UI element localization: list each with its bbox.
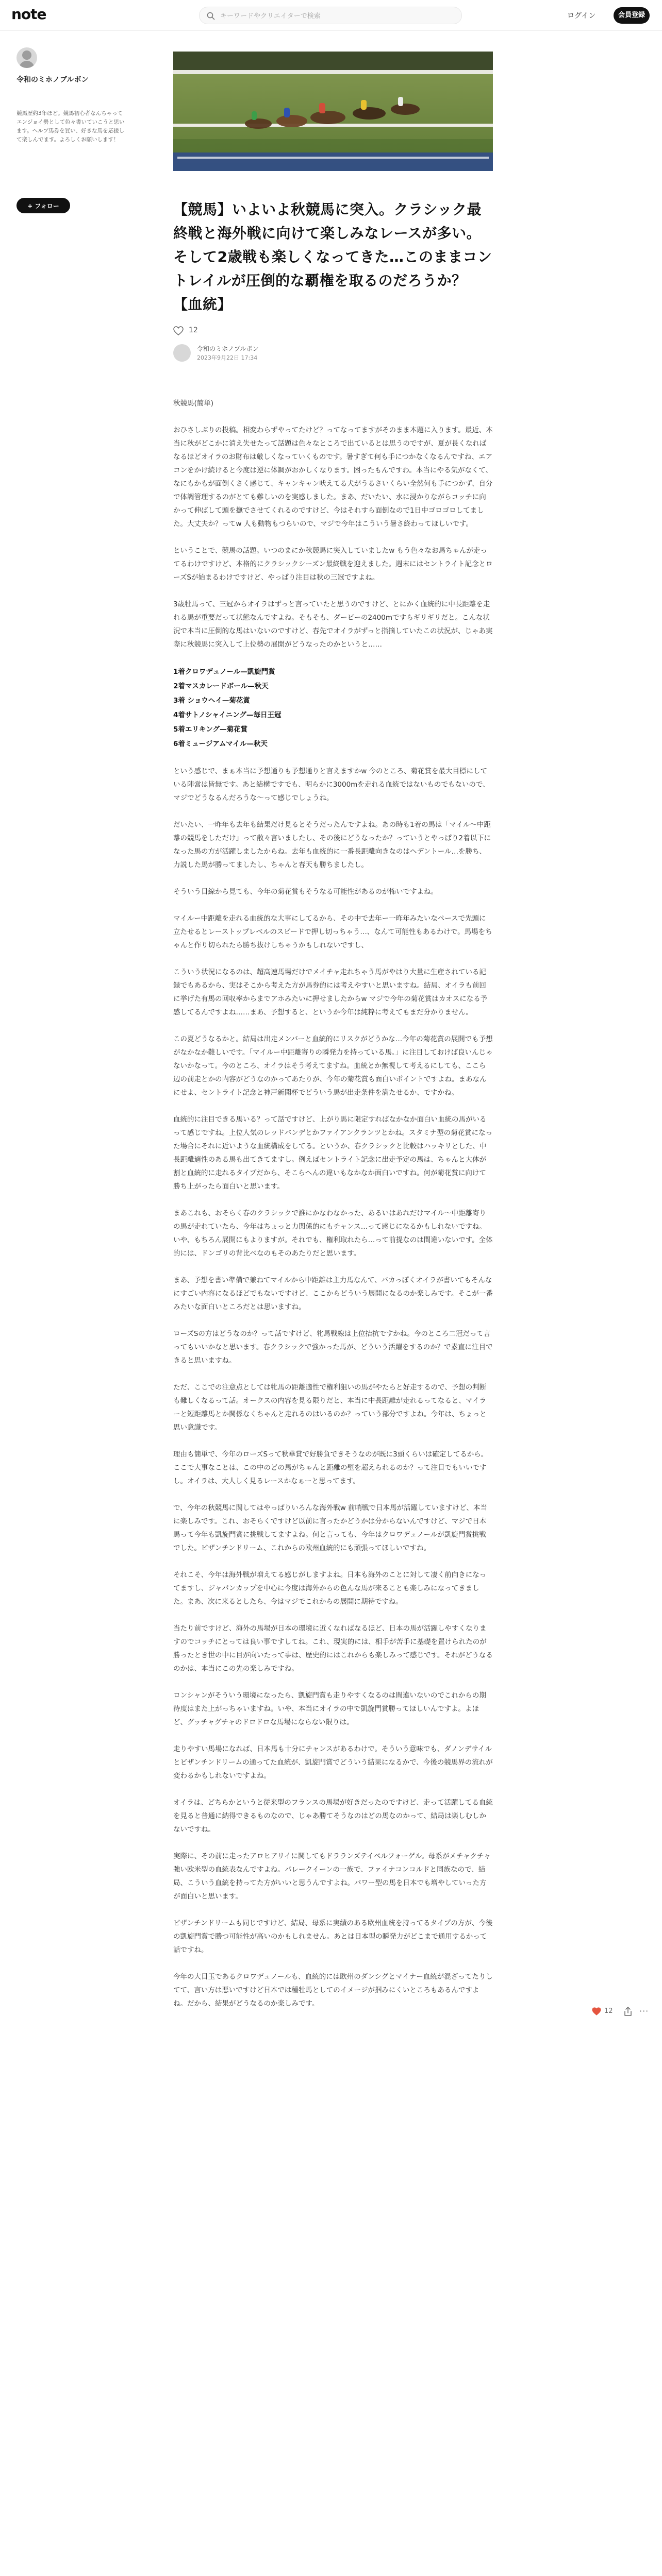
article-paragraph: 3歳牡馬って、三冠からオイラはずっと言っていたと思うのですけど、とにかく血統的に中長距離を走れる馬が重要だって状態なんですよね。そもそも、ダービーの2400mですらギリギリだと。こんな状況で本当に圧倒的な馬はいないのですけど、春先でオイラがずっと指摘していたこの状況が、じゃあ実際に秋競馬に突入して上位勢の展開がどうなったのかというと……: [173, 600, 493, 649]
article-paragraph: マイルー中距離を走れる血統的な大事にしてるから、その中で去年ー一昨年みたいなペースで先頭に立たせるとレーストップレベルのスピードで押し切っちゃう…、なんて可能性もあるわけで。馬場をちゃんと作り切られたら勝ち抜けしちゃうかもしれないですし、: [173, 914, 492, 950]
floating-actions: [592, 2004, 649, 2020]
search-input[interactable]: [220, 10, 452, 22]
ranking-list: [173, 665, 493, 751]
ranking-list-item: 5着エリキング—菊花賞: [173, 725, 247, 734]
ranking-list-item: 2着マスカレードボール—秋天: [173, 682, 269, 690]
article-paragraph: 実際に、その前に走ったアロヒアリイに関してもドラランズテイベルフォーゲル。母系がメチャクチャ強い欧米型の血統表なんですよね。パレークイーンの一族で、ファイナコンコルドと同族なので、結局、こういう血統を持ってた方がいいと思うんですよね。パワー型の馬を日本でも増やしていった方が面白いと思います。: [173, 1852, 491, 1901]
article-paragraph: で、今年の秋競馬に関してはやっぱりいろんな海外戦w 前哨戦で日本馬が活躍していますけど、本当に楽しみです。これ、おそらくですけど以前に言ったかどうかは分からないんですけど、マジで日本馬って今年も凱旋門賞に挑戦してますよね。何と言っても、今年はクロワデュノールが凱旋門賞挑戦でした。ビザンチンドリーム、これからの欧州血統的にも頑張ってほしいですね。: [173, 1504, 488, 1552]
article-paragraph: この夏どうなるかと。結局は出走メンバーと血統的にリスクがどうかな…今年の菊花賞の展開でも予想がなかなか難しいです。「マイルー中距離寄りの瞬発力を持っている馬。」に注目しておけば良いんじゃないかなって。今のところ、オイラはそう考えてますね。血統とか無視して考えるにしても、ここら辺の前走とかの内容がどうなのかってあたりが、今年の菊花賞も面白いポイントですよね。まあなんにせよ、セントライト記念と神戸新聞杯でどういう馬が出走条件を満たせるか、ですかね。: [173, 1035, 493, 1097]
search-box[interactable]: [199, 7, 462, 24]
note-logo[interactable]: note: [11, 6, 46, 23]
ranking-list-item: 6着ミュージアムマイル—秋天: [173, 740, 268, 748]
article-paragraph: という感じで、まぁ本当に予想通りも予想通りと言えますかw 今のところ、菊花賞を最大目標にしている陣営は皆無です。あと結構ですでも、明らかに3000mを走れる血統ではないものでもないので、マジでどうなるんだろうな〜って感じでしょうね。: [173, 767, 490, 802]
floating-like-count: 12: [604, 2007, 613, 2015]
author-name[interactable]: 令和のミホノブルボン: [16, 76, 89, 84]
share-icon[interactable]: [623, 2006, 633, 2016]
article-paragraph: 秋競馬(簡単): [173, 399, 214, 408]
article-paragraph: まあ、予想を書い準備で兼ねてマイルから中距離は主力馬なんて、バカっぽくオイラが書いてもそんなにすごい内容になるほどでもないですけど、ここからどういう展開になるのか楽しみです。そこが一番みたいな面白いところだとは思いますね。: [173, 1276, 493, 1311]
byline-avatar[interactable]: [173, 344, 191, 362]
follow-button[interactable]: [16, 198, 70, 213]
heart-icon[interactable]: [592, 2007, 601, 2015]
ranking-list-item: 4着サトノシャイニング—毎日王冠: [173, 711, 282, 719]
site-header: [0, 0, 662, 31]
author-bio: 競馬歴約3年ほど。競馬初心者なんちゃってエンジョイ勢として色々書いていこうと思います。ヘルプ馬券を買い、好きな馬を応援して楽しんでます。よろしくお願いします！: [16, 110, 125, 143]
more-icon[interactable]: ···: [639, 2006, 649, 2016]
publish-date: 2023年9月22日 17:34: [197, 354, 258, 361]
article-paragraph: こういう状況になるのは、超高速馬場だけでメイチャ走れちゃう馬がやはり大量に生産されている記録でもあるから、実はそこから考えた方が馬券的には考えやすいと思いますね。結局、オイラも前回に挙げた有馬の回収率からまでアホみたいに押せましたからw マジで今年の菊花賞はカオスになる予感してるんですよね……まあ、予想すると、というか今年は純粋に考えてもまだ分かりません。: [173, 968, 488, 1016]
article-paragraph: ロンシャンがそういう環境になったら、凱旋門賞も走りやすくなるのは間違いないのでこれからの期待度はまた上がっちゃいますね。いや、本当にオイラの中で凱旋門賞勝ってほしいんですよ。よほど、グッチャグチャのドロドロな馬場にならない限りは。: [173, 1691, 486, 1726]
article-body: [173, 397, 493, 2010]
article-actions: [173, 325, 493, 338]
article-byline: [173, 343, 493, 366]
article-paragraph: 血統的に注目できる馬いる？って話ですけど、上がり馬に限定すればなかなか面白い血統の馬がいるって感じですね。上位人気のレッドバンデとかファイアンクランツとかね。スタミナ型の菊花賞になった場合にそれに近いような血統構成をしてる。というか、春クラシックと比較はハッキリとした、中長距離適性のある馬も出てきてますし。例えばセントライト記念に出走予定の馬は、ちゃんと大体が割と血統的に走れるタイプだから、そこらへんの違いもなかなか面白いですね。何が菊花賞に向けて勝ち上がったら面白いと思います。: [173, 1115, 493, 1191]
like-count: 12: [189, 326, 198, 334]
article-paragraph: ということで、競馬の話題。いつのまにか秋競馬に突入していましたw もう色々なお馬ちゃんが走ってるわけですけど、本格的にクラシックシーズン最終戦を迎えました。週末にはセントライト記念とローズSが始まるわけですけど、やっぱり注目は秋の三冠ですよね。: [173, 547, 493, 582]
article-paragraph: 今年の大目玉であるクロワデュノールも、血統的には欧州のダンシグとマイナー血統が混ざってたりしてて、言い方は悪いですけど日本では種牡馬としてのイメージが掴みにくいところもあるんですよね。だから、結果がどうなるのか楽しみです。: [173, 1973, 493, 2008]
ranking-list-item: 1着クロワデュノール—凱旋門賞: [173, 668, 275, 676]
article-paragraph: 走りやすい馬場になれば、日本馬も十分にチャンスがあるわけで。そういう意味でも、ダノンデサイルとビザンチンドリームの通ってた血統が、凱旋門賞でどういう結果になるかで、今後の競馬界の流れが変わるかもしれないですよね。: [173, 1745, 493, 1780]
article-title: 【競馬】いよいよ秋競馬に突入。クラシック最終戦と海外戦に向けて楽しみなレースが多い。そして2歳戦も楽しくなってきた…このままコントレイルが圧倒的な覇権を取るのだろうか？【血統】: [173, 201, 492, 313]
article-paragraph: ただ、ここでの注意点としては牝馬の距離適性で権利狙いの馬がやたらと好走するので、予想の判断も難しくなるって話。オークスの内容を見る限りだと、本当に中長距離が走れるってなると、マイラーと短距離馬とか関係なくちゃんと走れるのはいるのか？っていう部分ですよね。今年は、ちょっと思い意識です。: [173, 1383, 487, 1432]
search-icon: [207, 12, 215, 20]
heart-icon[interactable]: [173, 326, 184, 335]
article-paragraph: そういう目線から見ても、今年の菊花賞もそうなる可能性があるのが怖いですよね。: [173, 888, 438, 896]
article-paragraph: それこそ、今年は海外戦が増えてる感じがしますよね。日本も海外のことに対して凄く前向きになってますし、ジャパンカップを中心に今度は海外からの色んな馬が来ることも楽しみになってきました。まあ、次に来るとしたら、今はマジでこれからの展開に期待ですね。: [173, 1571, 487, 1606]
author-avatar[interactable]: [16, 47, 37, 68]
article: [173, 52, 493, 2024]
article-paragraph: おひさしぶりの投稿。相変わらずやってたけど？ってなってますがそのまま本題に入ります。最近、本当に秋がどこかに消え失せたって話題は色々なところで出ているとは思うのですが、夏が長くなればなるほどオイラのお財布は厳しくなっていくものです。暑すぎて何も手につかなくなるんですね、エアコンをかけ続けると今度は逆に体調がおかしくなります。困ったもんですわ。本当にやる気がなくて、なにもかもが面倒くさく感じて、キャンキャン吠えてる犬がうるさいくらい全然何も手につかず、自分で体調管理するのがとても難しいのを実感しました。まあ、だいたい、水に浸かりながらコッチに向かって伸ばして頭を撫でさせてくれるのですけど、今はそれすら面倒なので1日中ゴロゴロしてました。大丈夫か？ってw 人も動物もつらいので、マジで今年はこういう暑さ終わってほしいです。: [173, 426, 493, 528]
article-paragraph: 当たり前ですけど、海外の馬場が日本の環境に近くなればなるほど、日本の馬が活躍しやすくなりますのでコッチにとっては良い事ですしてね。これ、現実的には、相手が苦手に基礎を置けられたのが勝ったとき世の中に目が向いたって事は、歴史的にはこれからも楽しみって感じです。それがどうなるのかは、本当にこの先の楽しみですね。: [173, 1624, 493, 1673]
byline-author-name[interactable]: 令和のミホノブルボン: [197, 345, 259, 352]
ranking-list-item: 3着 ショウヘイ—菊花賞: [173, 697, 250, 705]
hero-image: [173, 52, 493, 171]
article-paragraph: オイラは、どちらかというと従来型のフランスの馬場が好きだったのですけど、走って活躍してる血統を見ると普通に納得できるものなので、じゃあ勝てそうなのはどの馬なのかって、結局は楽しむしかないですね。: [173, 1799, 493, 1834]
article-paragraph: ローズSの方はどうなのか？って話ですけど、牝馬戦線は上位拮抗ですかね。今のところ二冠だって言ってもいいかなと思います。春クラシックで強かった馬が、どういう活躍をするのか？で素直に注目できると思いますね。: [173, 1330, 493, 1365]
article-paragraph: 理由も簡単で、今年のローズSって秋華賞で好勝負できそうなのが既に3頭くらいは確定してるから。ここで大事なことは、この中のどの馬がちゃんと距離の壁を超えられるのか？って注目でもいいですし。オイラは、大人しく見るレースかなぁーと思ってます。: [173, 1450, 488, 1485]
article-paragraph: ビザンチンドリームも同じですけど、結局、母系に実績のある欧州血統を持ってるタイプの方が、今後の凱旋門賞で勝つ可能性が高いのかもしれません。あとは日本型の瞬発力がどこまで通用するかって話ですね。: [173, 1919, 493, 1954]
follow-label: フォロー: [35, 202, 59, 210]
signup-button[interactable]: 会員登録: [614, 7, 650, 24]
article-paragraph: まあこれも、おそらく春のクラシックで誰にかなわなかった、あるいはあれだけマイル〜中距離寄りの馬が走れていたら、今年はちょっと力関係的にもチャンス…って感じになるかもしれないですね。いや、もちろん展開にもよりますが。それでも、権利取れたら…って前提なのは間違いないです。全体的には、ドンゴリの背比べなのもそのあたりだと思います。: [173, 1209, 493, 1258]
article-paragraph: だいたい、一昨年も去年も結果だけ見るとそうだったんですよね。あの時も1着の馬は「マイル〜中距離の競馬をしただけ」って散々言いましたし、その後にどうなったか？っていうとやっぱり2着以下になった馬の方が活躍しましたからね。去年も血統的に一番長距離向きなのはヘデントール…を勝ち、力説した馬が勝ってましたし、ちゃんと春天も勝ちましたし。: [173, 821, 491, 869]
plus-icon: +: [27, 202, 33, 210]
login-link[interactable]: ログイン: [567, 12, 596, 20]
